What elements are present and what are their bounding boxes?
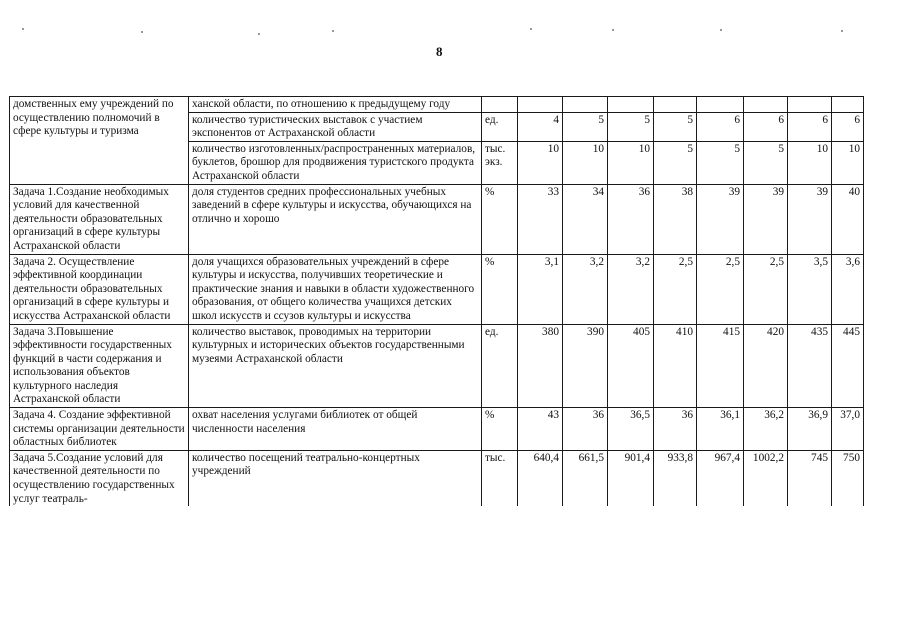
value-cell: 750 xyxy=(832,450,864,506)
value-cell: 435 xyxy=(788,324,832,408)
scan-speck xyxy=(141,31,143,33)
value-cell: 6 xyxy=(744,112,788,141)
indicator-name-cell: ханской области, по отношению к предыдущему году xyxy=(189,97,482,113)
indicator-name-cell: доля студентов средних профессиональных учебных заведений в сфере культуры и искусства, обучающихся на отлично и хорошо xyxy=(189,184,482,254)
value-cell: 2,5 xyxy=(697,254,744,324)
unit-cell: тыс. экз. xyxy=(482,141,518,184)
scan-speck xyxy=(841,30,843,32)
unit-cell: тыс. xyxy=(482,450,518,506)
value-cell: 415 xyxy=(697,324,744,408)
task-cell: Задача 3.Повышение эффективности государственных функций в части содержания и использования объектов культурного наследия Астраханской области xyxy=(10,324,189,408)
table-row xyxy=(10,324,864,408)
value-cell: 40 xyxy=(832,184,864,254)
value-cell: 390 xyxy=(563,324,608,408)
value-cell: 3,2 xyxy=(608,254,654,324)
value-cell: 33 xyxy=(518,184,563,254)
value-cell: 2,5 xyxy=(744,254,788,324)
value-cell xyxy=(654,97,697,113)
value-cell: 901,4 xyxy=(608,450,654,506)
value-cell: 3,2 xyxy=(563,254,608,324)
unit-cell: ед. xyxy=(482,324,518,408)
value-cell: 6 xyxy=(697,112,744,141)
value-cell: 3,1 xyxy=(518,254,563,324)
value-cell: 10 xyxy=(788,141,832,184)
value-cell: 10 xyxy=(832,141,864,184)
value-cell: 38 xyxy=(654,184,697,254)
unit-cell: % xyxy=(482,184,518,254)
value-cell: 5 xyxy=(697,141,744,184)
value-cell: 445 xyxy=(832,324,864,408)
table-row xyxy=(10,97,864,113)
task-cell: Задача 2. Осуществление эффективной координации деятельности образовательных организаций в сфере культуры и искусства Астраханской области xyxy=(10,254,189,324)
value-cell: 43 xyxy=(518,408,563,451)
value-cell: 36,1 xyxy=(697,408,744,451)
table-row xyxy=(10,408,864,451)
task-cell: Задача 1.Создание необходимых условий для качественной деятельности образовательных организаций в сфере культуры Астраханской области xyxy=(10,184,189,254)
value-cell: 39 xyxy=(788,184,832,254)
unit-cell xyxy=(482,97,518,113)
value-cell: 5 xyxy=(608,112,654,141)
value-cell: 5 xyxy=(744,141,788,184)
value-cell: 34 xyxy=(563,184,608,254)
value-cell: 39 xyxy=(744,184,788,254)
value-cell xyxy=(832,97,864,113)
value-cell xyxy=(744,97,788,113)
indicator-name-cell: доля учащихся образовательных учреждений в сфере культуры и искусства, получивших теоретические и практические знания и навыки в области художественного образования, от общего количества учащихся детских школ искусств и ссузов культуры и искусства xyxy=(189,254,482,324)
value-cell: 5 xyxy=(563,112,608,141)
value-cell: 380 xyxy=(518,324,563,408)
value-cell: 6 xyxy=(788,112,832,141)
scan-speck xyxy=(22,28,24,30)
value-cell: 405 xyxy=(608,324,654,408)
unit-cell: ед. xyxy=(482,112,518,141)
task-cell: домственных ему учреждений по осуществлению полномочий в сфере культуры и туризма xyxy=(10,97,189,185)
value-cell: 39 xyxy=(697,184,744,254)
table-row xyxy=(10,254,864,324)
value-cell: 410 xyxy=(654,324,697,408)
scan-speck xyxy=(332,30,334,32)
value-cell xyxy=(563,97,608,113)
indicator-name-cell: охват населения услугами библиотек от общей численности населения xyxy=(189,408,482,451)
scan-speck xyxy=(720,29,722,31)
table-row xyxy=(10,450,864,506)
value-cell: 37,0 xyxy=(832,408,864,451)
value-cell: 1002,2 xyxy=(744,450,788,506)
value-cell: 36 xyxy=(654,408,697,451)
value-cell: 640,4 xyxy=(518,450,563,506)
task-cell: Задача 4. Создание эффективной системы организации деятельности областных библиотек xyxy=(10,408,189,451)
value-cell: 745 xyxy=(788,450,832,506)
value-cell: 10 xyxy=(518,141,563,184)
indicator-name-cell: количество туристических выставок с участием экспонентов от Астраханской области xyxy=(189,112,482,141)
value-cell: 967,4 xyxy=(697,450,744,506)
scan-speck xyxy=(530,28,532,30)
value-cell: 10 xyxy=(608,141,654,184)
scan-speck xyxy=(258,33,260,35)
value-cell: 36 xyxy=(563,408,608,451)
value-cell: 36,9 xyxy=(788,408,832,451)
value-cell: 5 xyxy=(654,141,697,184)
value-cell xyxy=(518,97,563,113)
value-cell: 6 xyxy=(832,112,864,141)
value-cell: 4 xyxy=(518,112,563,141)
value-cell: 36 xyxy=(608,184,654,254)
indicators-table xyxy=(9,96,864,506)
value-cell: 420 xyxy=(744,324,788,408)
value-cell: 933,8 xyxy=(654,450,697,506)
table-body xyxy=(10,97,864,507)
indicator-name-cell: количество изготовленных/распространенных материалов, буклетов, брошюр для продвижения туристского продукта Астраханской области xyxy=(189,141,482,184)
value-cell xyxy=(788,97,832,113)
indicator-name-cell: количество выставок, проводимых на территории культурных и исторических объектов государственными музеями Астраханской области xyxy=(189,324,482,408)
value-cell xyxy=(697,97,744,113)
value-cell: 36,2 xyxy=(744,408,788,451)
value-cell: 10 xyxy=(563,141,608,184)
value-cell xyxy=(608,97,654,113)
value-cell: 2,5 xyxy=(654,254,697,324)
value-cell: 3,6 xyxy=(832,254,864,324)
unit-cell: % xyxy=(482,408,518,451)
indicator-name-cell: количество посещений театрально-концертных учреждений xyxy=(189,450,482,506)
unit-cell: % xyxy=(482,254,518,324)
table-row xyxy=(10,184,864,254)
value-cell: 3,5 xyxy=(788,254,832,324)
task-cell: Задача 5.Создание условий для качественной деятельности по осуществлению государственных услуг театраль- xyxy=(10,450,189,506)
page-number: 8 xyxy=(436,44,443,59)
value-cell: 661,5 xyxy=(563,450,608,506)
scan-speck xyxy=(612,29,614,31)
value-cell: 5 xyxy=(654,112,697,141)
value-cell: 36,5 xyxy=(608,408,654,451)
